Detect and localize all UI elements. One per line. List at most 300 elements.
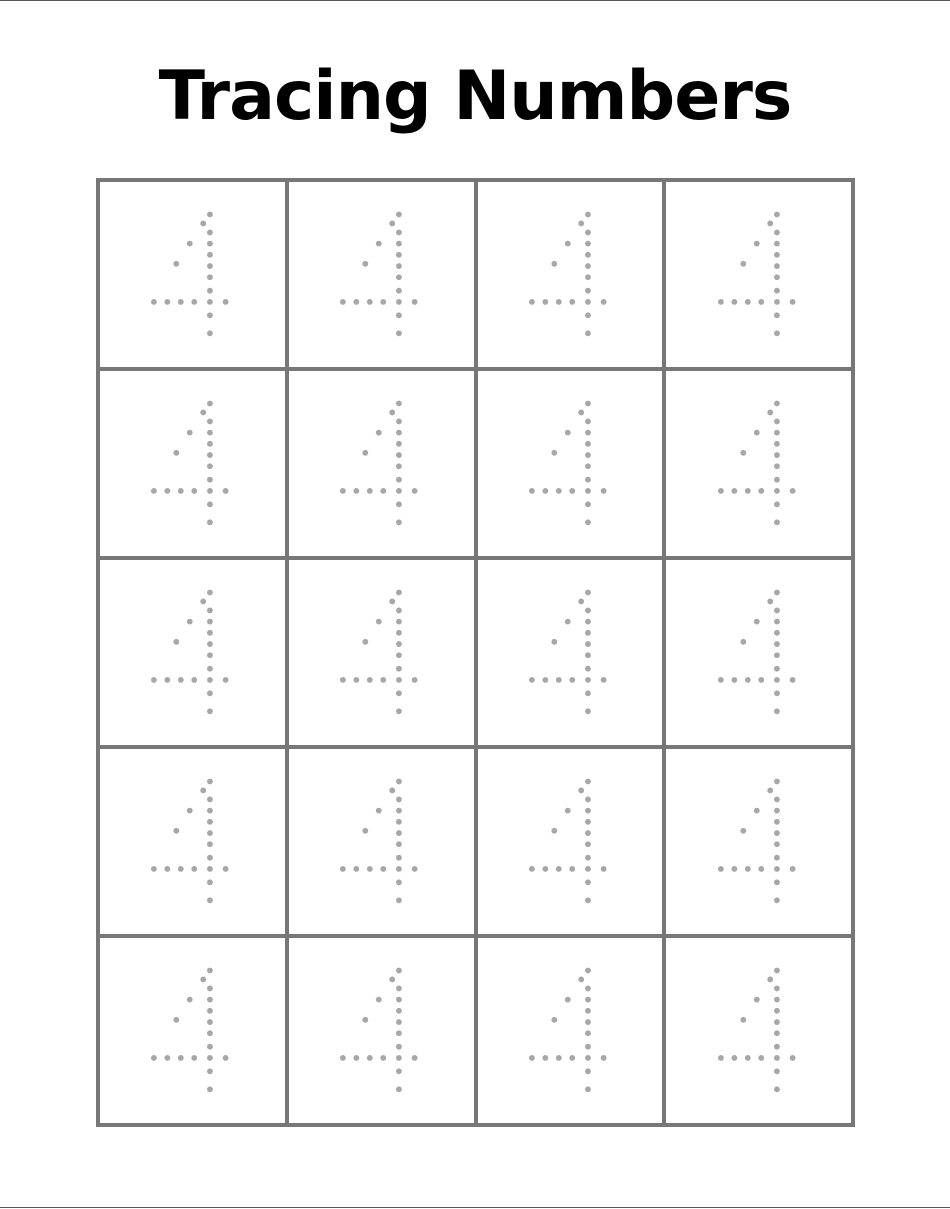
trace-dot [789, 298, 795, 304]
trace-dot [178, 676, 184, 682]
trace-dot [363, 449, 369, 455]
trace-dot [396, 1019, 402, 1025]
trace-dot [396, 652, 402, 658]
trace-dot [774, 463, 780, 469]
trace-dot [585, 1068, 591, 1074]
trace-dot [774, 830, 780, 836]
trace-dot [223, 1054, 229, 1060]
trace-dot [165, 1054, 171, 1060]
trace-dot [745, 1054, 751, 1060]
trace-cell [100, 749, 285, 934]
trace-dot [585, 818, 591, 824]
trace-dot [601, 487, 607, 493]
trace-cell [100, 938, 285, 1123]
trace-dot [192, 1054, 198, 1060]
trace-dot [165, 865, 171, 871]
trace-cell [100, 371, 285, 556]
trace-dot [363, 260, 369, 266]
trace-dot [774, 312, 780, 318]
trace-dot [207, 501, 213, 507]
trace-cell [478, 749, 663, 934]
trace-dot [396, 690, 402, 696]
trace-dot [174, 449, 180, 455]
trace-dot [201, 409, 207, 415]
trace-dot [585, 211, 591, 217]
trace-dot [396, 879, 402, 885]
trace-dot [774, 263, 780, 269]
trace-dot [585, 985, 591, 991]
trace-dot [745, 865, 751, 871]
trace-dot [556, 865, 562, 871]
trace-dot [585, 589, 591, 595]
trace-dot [207, 690, 213, 696]
trace-dot [396, 807, 402, 813]
trace-dot [585, 1054, 591, 1060]
trace-dot [601, 865, 607, 871]
trace-dot [207, 629, 213, 635]
trace-dot [585, 854, 591, 860]
trace-dot [767, 787, 773, 793]
trace-dot [396, 400, 402, 406]
trace-dot [396, 778, 402, 784]
trace-dot [223, 865, 229, 871]
trace-dot [758, 865, 764, 871]
trace-dot [585, 274, 591, 280]
trace-dot [758, 487, 764, 493]
trace-dot [207, 400, 213, 406]
dotted-digit-glyph [709, 966, 809, 1096]
trace-dot [585, 429, 591, 435]
trace-dot [551, 449, 557, 455]
trace-dot [753, 429, 759, 435]
trace-dot [396, 708, 402, 714]
dotted-digit-glyph [142, 399, 242, 529]
trace-dot [774, 519, 780, 525]
trace-dot [376, 618, 382, 624]
trace-dot [718, 1054, 724, 1060]
trace-dot [774, 400, 780, 406]
dotted-digit-glyph [331, 966, 431, 1096]
trace-dot [389, 787, 395, 793]
trace-dot [396, 854, 402, 860]
trace-dot [207, 778, 213, 784]
trace-dot [151, 676, 157, 682]
trace-dot [396, 1086, 402, 1092]
trace-dot [396, 298, 402, 304]
trace-dot [585, 629, 591, 635]
trace-dot [731, 865, 737, 871]
trace-dot [753, 618, 759, 624]
trace-dot [396, 607, 402, 613]
trace-dot [789, 1054, 795, 1060]
trace-cell [289, 749, 474, 934]
trace-dot [396, 519, 402, 525]
trace-dot [585, 229, 591, 235]
trace-dot [585, 476, 591, 482]
trace-dot [731, 1054, 737, 1060]
trace-dot [207, 1019, 213, 1025]
trace-cell [666, 560, 851, 745]
trace-dot [207, 229, 213, 235]
trace-dot [542, 1054, 548, 1060]
trace-dot [207, 818, 213, 824]
trace-dot [774, 211, 780, 217]
trace-dot [340, 1054, 346, 1060]
trace-dot [396, 967, 402, 973]
trace-dot [774, 229, 780, 235]
trace-dot [396, 312, 402, 318]
trace-dot [565, 996, 571, 1002]
page-top-border [0, 0, 950, 1]
trace-dot [601, 298, 607, 304]
trace-dot [207, 440, 213, 446]
trace-dot [569, 298, 575, 304]
trace-dot [207, 708, 213, 714]
trace-dot [187, 996, 193, 1002]
trace-dot [396, 796, 402, 802]
trace-dot [774, 487, 780, 493]
trace-dot [192, 865, 198, 871]
trace-dot [585, 418, 591, 424]
trace-dot [207, 240, 213, 246]
trace-dot [774, 1030, 780, 1036]
trace-dot [774, 629, 780, 635]
trace-dot [585, 251, 591, 257]
trace-dot [187, 807, 193, 813]
trace-dot [201, 220, 207, 226]
trace-dot [151, 865, 157, 871]
dotted-digit-glyph [142, 210, 242, 340]
trace-dot [774, 854, 780, 860]
trace-dot [201, 976, 207, 982]
trace-dot [396, 1068, 402, 1074]
trace-dot [396, 818, 402, 824]
trace-dot [745, 676, 751, 682]
trace-dot [207, 807, 213, 813]
trace-dot [774, 1043, 780, 1049]
trace-dot [412, 487, 418, 493]
trace-dot [585, 463, 591, 469]
trace-dot [585, 312, 591, 318]
trace-dot [578, 220, 584, 226]
trace-dot [542, 865, 548, 871]
dotted-digit-glyph [331, 777, 431, 907]
trace-dot [578, 976, 584, 982]
trace-dot [585, 1043, 591, 1049]
trace-dot [376, 996, 382, 1002]
trace-dot [774, 1019, 780, 1025]
trace-dot [529, 676, 535, 682]
trace-dot [529, 865, 535, 871]
trace-dot [718, 865, 724, 871]
trace-dot [389, 598, 395, 604]
trace-dot [396, 452, 402, 458]
trace-dot [740, 449, 746, 455]
trace-dot [151, 298, 157, 304]
trace-dot [585, 652, 591, 658]
trace-dot [585, 879, 591, 885]
trace-dot [758, 298, 764, 304]
trace-dot [556, 298, 562, 304]
dotted-digit-glyph [520, 777, 620, 907]
trace-dot [207, 985, 213, 991]
trace-dot [585, 400, 591, 406]
trace-dot [542, 676, 548, 682]
trace-dot [178, 298, 184, 304]
trace-dot [585, 778, 591, 784]
trace-dot [396, 589, 402, 595]
trace-dot [396, 330, 402, 336]
trace-dot [201, 787, 207, 793]
trace-dot [753, 996, 759, 1002]
trace-dot [789, 676, 795, 682]
trace-dot [174, 638, 180, 644]
trace-dot [585, 440, 591, 446]
trace-dot [207, 274, 213, 280]
trace-dot [551, 260, 557, 266]
page-title: Tracing Numbers [158, 57, 792, 136]
trace-cell [289, 182, 474, 367]
trace-dot [731, 487, 737, 493]
trace-dot [774, 652, 780, 658]
trace-dot [774, 1068, 780, 1074]
trace-dot [585, 841, 591, 847]
trace-dot [774, 298, 780, 304]
trace-cell [666, 371, 851, 556]
trace-dot [396, 985, 402, 991]
trace-dot [569, 676, 575, 682]
trace-dot [767, 409, 773, 415]
trace-dot [207, 830, 213, 836]
trace-cell [666, 938, 851, 1123]
dotted-digit-glyph [520, 210, 620, 340]
trace-dot [380, 298, 386, 304]
trace-dot [340, 676, 346, 682]
trace-dot [774, 330, 780, 336]
trace-dot [396, 263, 402, 269]
trace-dot [207, 476, 213, 482]
trace-dot [207, 618, 213, 624]
trace-dot [585, 263, 591, 269]
trace-dot [731, 298, 737, 304]
trace-dot [585, 452, 591, 458]
trace-dot [758, 1054, 764, 1060]
trace-dot [774, 665, 780, 671]
trace-dot [542, 487, 548, 493]
trace-dot [201, 598, 207, 604]
trace-dot [745, 487, 751, 493]
trace-dot [585, 996, 591, 1002]
trace-dot [165, 298, 171, 304]
trace-dot [585, 690, 591, 696]
trace-dot [774, 440, 780, 446]
trace-dot [187, 618, 193, 624]
trace-dot [789, 487, 795, 493]
trace-dot [774, 818, 780, 824]
trace-dot [585, 807, 591, 813]
trace-dot [774, 240, 780, 246]
trace-dot [565, 240, 571, 246]
trace-dot [396, 1007, 402, 1013]
trace-dot [207, 287, 213, 293]
trace-dot [367, 676, 373, 682]
trace-dot [174, 827, 180, 833]
trace-dot [396, 665, 402, 671]
trace-dot [340, 487, 346, 493]
dotted-digit-glyph [709, 399, 809, 529]
trace-dot [740, 827, 746, 833]
trace-dot [585, 1030, 591, 1036]
trace-dot [774, 476, 780, 482]
trace-dot [207, 996, 213, 1002]
trace-dot [207, 211, 213, 217]
trace-dot [389, 409, 395, 415]
trace-dot [340, 298, 346, 304]
trace-dot [207, 676, 213, 682]
trace-dot [396, 476, 402, 482]
trace-cell [100, 560, 285, 745]
trace-dot [178, 487, 184, 493]
trace-dot [774, 274, 780, 280]
trace-dot [412, 865, 418, 871]
trace-dot [718, 298, 724, 304]
trace-dot [774, 1054, 780, 1060]
tracing-grid [96, 178, 855, 1127]
trace-dot [774, 865, 780, 871]
trace-dot [396, 1043, 402, 1049]
trace-dot [207, 452, 213, 458]
trace-dot [367, 487, 373, 493]
trace-dot [396, 1054, 402, 1060]
trace-dot [565, 618, 571, 624]
trace-dot [585, 519, 591, 525]
trace-dot [718, 676, 724, 682]
trace-dot [207, 312, 213, 318]
trace-dot [585, 298, 591, 304]
trace-dot [585, 967, 591, 973]
trace-dot [354, 1054, 360, 1060]
trace-dot [207, 641, 213, 647]
trace-dot [207, 418, 213, 424]
trace-dot [551, 1016, 557, 1022]
trace-dot [578, 598, 584, 604]
trace-dot [396, 897, 402, 903]
page-bottom-border [0, 1207, 950, 1208]
trace-dot [178, 865, 184, 871]
dotted-digit-glyph [709, 777, 809, 907]
trace-dot [207, 854, 213, 860]
trace-dot [178, 1054, 184, 1060]
trace-dot [192, 298, 198, 304]
trace-cell [478, 182, 663, 367]
trace-dot [396, 618, 402, 624]
trace-dot [396, 629, 402, 635]
trace-dot [585, 607, 591, 613]
dotted-digit-glyph [331, 399, 431, 529]
trace-cell [478, 371, 663, 556]
trace-dot [585, 240, 591, 246]
trace-dot [396, 996, 402, 1002]
trace-dot [207, 1068, 213, 1074]
dotted-digit-glyph [331, 588, 431, 718]
dotted-digit-glyph [142, 966, 242, 1096]
trace-dot [396, 865, 402, 871]
trace-dot [376, 807, 382, 813]
trace-dot [585, 330, 591, 336]
trace-cell [666, 182, 851, 367]
trace-dot [529, 298, 535, 304]
trace-dot [207, 1007, 213, 1013]
dotted-digit-glyph [331, 210, 431, 340]
dotted-digit-glyph [520, 588, 620, 718]
trace-dot [718, 487, 724, 493]
trace-dot [585, 618, 591, 624]
trace-dot [380, 487, 386, 493]
trace-dot [174, 1016, 180, 1022]
trace-dot [585, 1019, 591, 1025]
trace-dot [207, 1030, 213, 1036]
trace-dot [767, 598, 773, 604]
trace-dot [731, 676, 737, 682]
trace-dot [207, 796, 213, 802]
trace-dot [774, 708, 780, 714]
trace-dot [585, 897, 591, 903]
trace-dot [774, 676, 780, 682]
trace-dot [774, 589, 780, 595]
trace-dot [774, 985, 780, 991]
trace-dot [363, 827, 369, 833]
trace-dot [551, 827, 557, 833]
trace-dot [601, 1054, 607, 1060]
trace-dot [396, 251, 402, 257]
trace-dot [207, 463, 213, 469]
trace-dot [774, 807, 780, 813]
trace-dot [774, 429, 780, 435]
trace-dot [396, 501, 402, 507]
trace-dot [396, 240, 402, 246]
trace-dot [207, 607, 213, 613]
trace-dot [207, 519, 213, 525]
trace-dot [207, 865, 213, 871]
trace-dot [389, 220, 395, 226]
trace-cell [666, 749, 851, 934]
trace-dot [396, 641, 402, 647]
trace-dot [396, 487, 402, 493]
trace-dot [740, 260, 746, 266]
trace-dot [367, 298, 373, 304]
trace-dot [753, 807, 759, 813]
trace-dot [207, 652, 213, 658]
trace-dot [565, 807, 571, 813]
trace-dot [354, 865, 360, 871]
trace-dot [745, 298, 751, 304]
trace-dot [774, 452, 780, 458]
trace-dot [556, 676, 562, 682]
trace-dot [396, 841, 402, 847]
trace-dot [389, 976, 395, 982]
trace-dot [774, 996, 780, 1002]
trace-dot [753, 240, 759, 246]
trace-dot [767, 976, 773, 982]
dotted-digit-glyph [142, 777, 242, 907]
trace-dot [187, 240, 193, 246]
trace-cell [289, 938, 474, 1123]
trace-dot [396, 418, 402, 424]
trace-dot [363, 638, 369, 644]
trace-dot [380, 1054, 386, 1060]
trace-dot [340, 865, 346, 871]
trace-dot [529, 1054, 535, 1060]
